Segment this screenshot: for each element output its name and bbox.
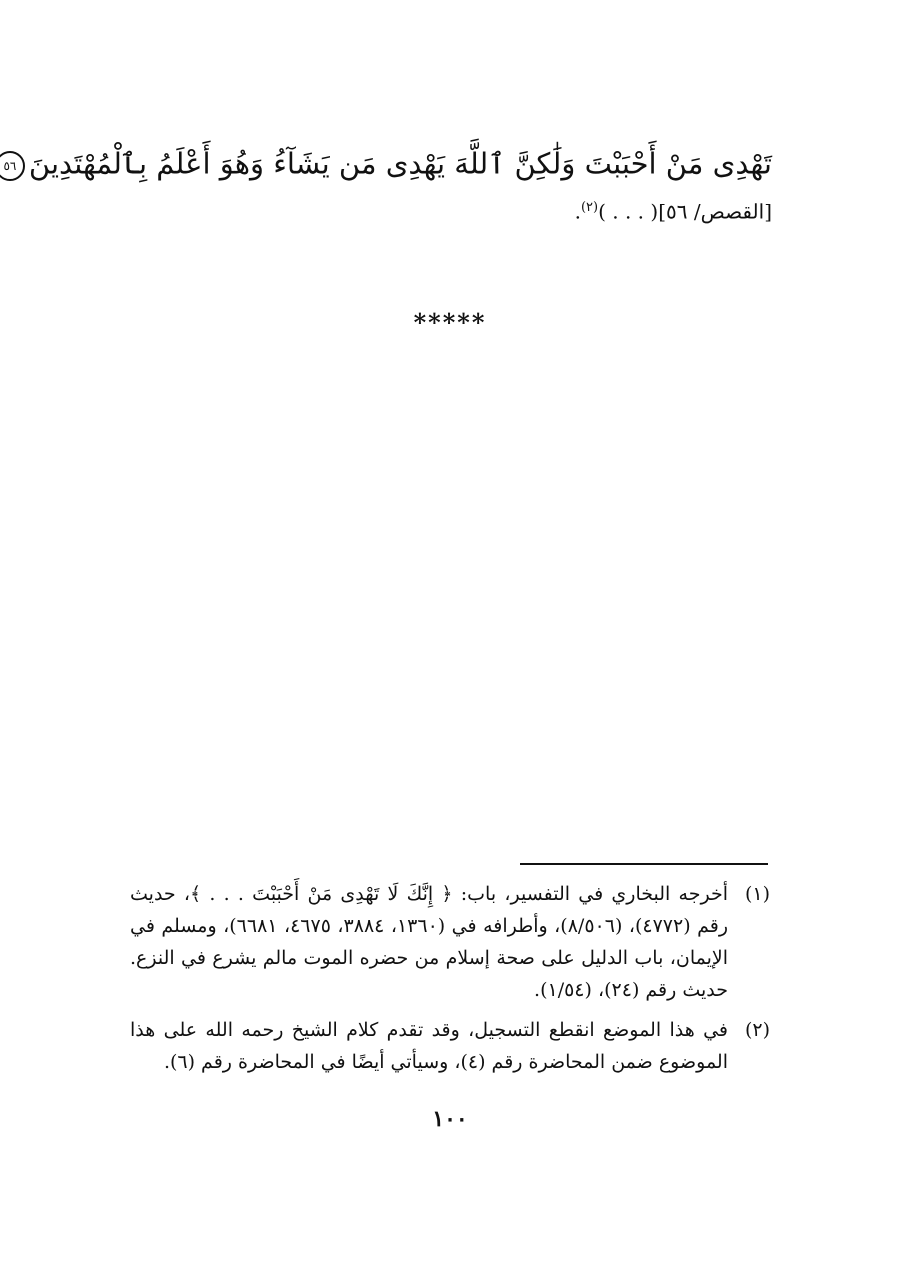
verse-reference: [القصص/ ٥٦] <box>658 199 772 224</box>
footnote-2-text: في هذا الموضع انقطع التسجيل، وقد تقدم كلام الشيخ رحمه الله على هذا الموضوع ضمن المحاضرة رقم (٤)، وسيأتي أيضًا في المحاضرة رقم (٦). <box>130 1019 728 1073</box>
page-number: ١٠٠ <box>432 1106 468 1132</box>
verse-reference-line <box>112 192 772 228</box>
footnote-2-number: (٢) <box>744 1019 770 1041</box>
quran-verse-line <box>3 140 772 188</box>
footnote-1-text: أخرجه البخاري في التفسير، باب: ﴿ إِنَّكَ لَا تَهْدِى مَنْ أَحْبَبْتَ . . . ﴾، حديث رقم (٤٧٧٢)، (٨/٥٠٦)، وأطرافه في (١٣٦٠، ٣٨٨٤، ٤٦٧٥، ٦٦٨١)، ومسلم في الإيمان، باب الدليل على صحة إسلام من حضره الموت مالم يشرع في النزع. حديث رقم (٢٤)، (١/٥٤). <box>130 883 729 1001</box>
footnote-ref-2[interactable]: (٢) <box>580 200 599 215</box>
verse-text: تَهْدِى مَنْ أَحْبَبْتَ وَلَٰكِنَّ ٱللَّهَ يَهْدِى مَن يَشَآءُ وَهُوَ أَعْلَمُ بِٱلْمُهْتَدِينَ <box>28 146 772 181</box>
footnote-divider <box>520 863 768 865</box>
section-separator: ***** <box>413 308 487 337</box>
footnote-1 <box>130 878 770 1006</box>
ellipsis: ( . . . ) <box>598 199 659 224</box>
ayah-number-badge: ٥٦ <box>0 151 25 181</box>
footnote-2 <box>130 1014 770 1078</box>
end-mark: . <box>574 199 581 224</box>
footnote-1-number: (١) <box>744 883 770 905</box>
